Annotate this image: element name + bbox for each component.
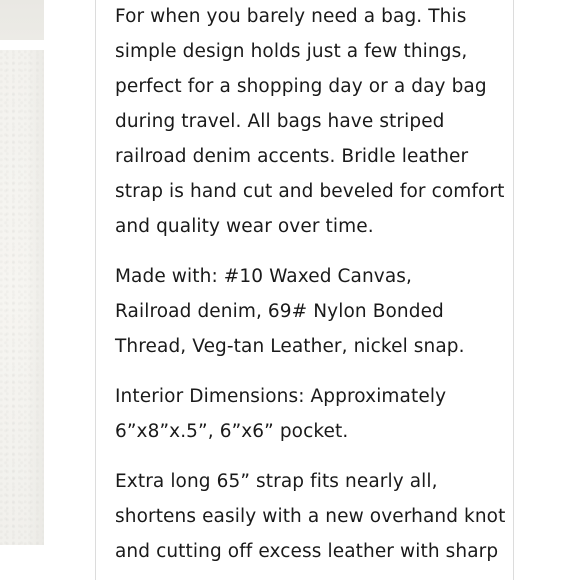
product-photo-strip[interactable]: [0, 0, 44, 580]
description-paragraph-strap: Extra long 65” strap fits nearly all, shortens easily with a new overhand knot and cutting off excess leather with sharp: [115, 471, 506, 562]
product-thumbnail-top[interactable]: [0, 0, 44, 40]
photo-bottom-gap: [0, 545, 44, 580]
description-paragraph-dimensions: Interior Dimensions: Approximately 6”x8”x.5”, 6”x6” pocket.: [115, 386, 447, 442]
description-paragraph-intro: For when you barely need a bag. This simple design holds just a few things, perfect for a shopping day or a day bag during travel. All bags have striped railroad denim accents. Bridle leather strap is hand cut and beveled for comfort and quality wear over time.: [115, 6, 505, 237]
product-photo-main[interactable]: [0, 50, 44, 545]
product-description-card: [95, 0, 514, 580]
description-paragraph-materials: Made with: #10 Waxed Canvas, Railroad denim, 69# Nylon Bonded Thread, Veg-tan Leather, nickel snap.: [115, 266, 465, 357]
photo-gap: [0, 40, 44, 50]
product-description: [115, 0, 510, 580]
